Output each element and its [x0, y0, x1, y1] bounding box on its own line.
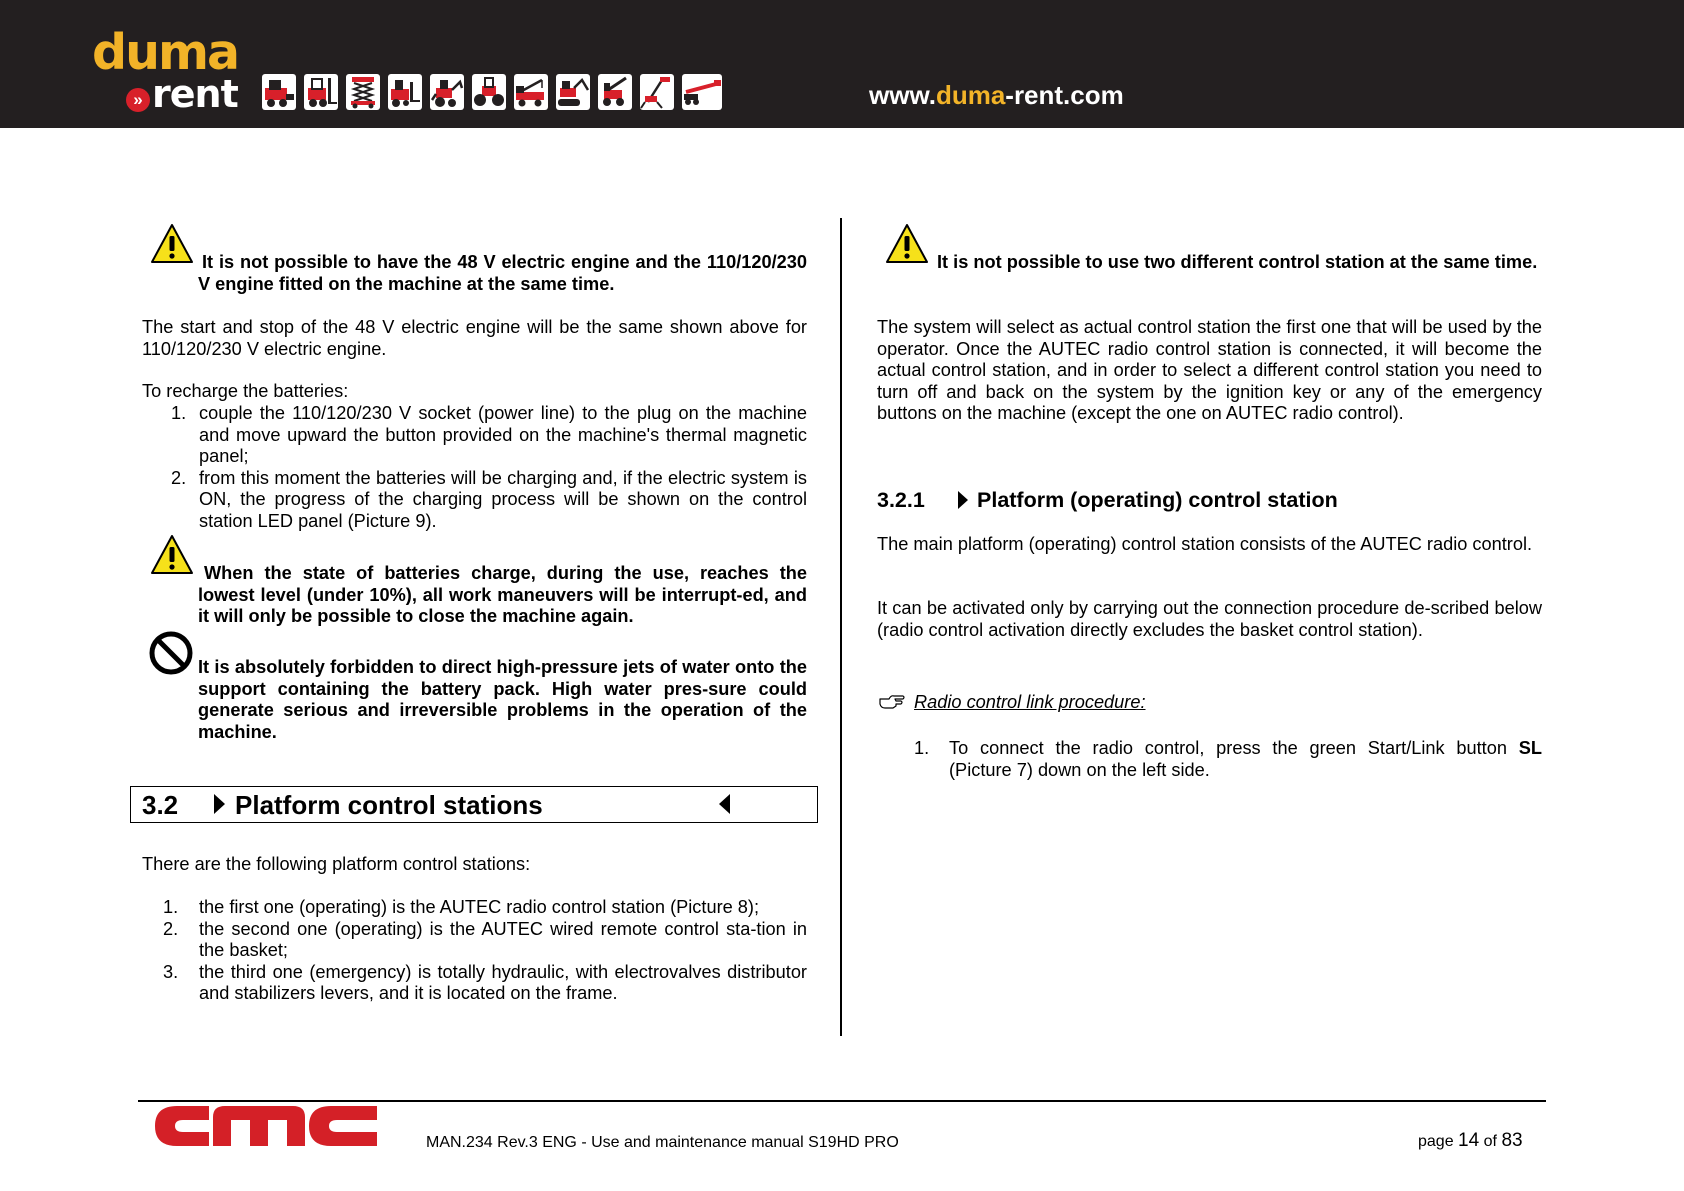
list-number: 1.	[914, 738, 930, 758]
cmc-logo	[151, 1103, 379, 1149]
list-number: 2.	[163, 918, 179, 939]
procedure-step-button-code: SL	[1518, 738, 1542, 758]
paragraph-start-stop: The start and stop of the 48 V electric engine will be the same shown above for 110/120/230 V electric engine.	[142, 317, 807, 359]
recharge-intro: To recharge the batteries:	[142, 381, 349, 401]
list-text: the third one (emergency) is totally hydraulic, with electrovalves distributor and stabilizers levers, and it is located on the frame.	[199, 961, 807, 1003]
list-text: the second one (operating) is the AUTEC wired remote control sta-tion in the basket;	[199, 918, 807, 960]
page-current: 14	[1458, 1130, 1480, 1151]
footer-rule	[138, 1100, 1546, 1102]
telehandler-icon	[598, 74, 632, 110]
excavator-icon	[556, 74, 590, 110]
footer-manual-title: MAN.234 Rev.3 ENG - Use and maintenance manual S19HD PRO	[426, 1134, 899, 1151]
website-accent: duma	[935, 80, 1006, 110]
list-item	[127, 962, 807, 1005]
triangle-left-icon	[719, 794, 730, 814]
section-number: 3.2	[142, 790, 179, 820]
logo-rent-text: rent	[152, 72, 238, 116]
logo-arrow-icon: »	[126, 88, 150, 112]
scissor-lift-icon	[346, 74, 380, 110]
warning-text-engine: It is not possible to have the 48 V electric engine and the 110/120/230 V engine fitted on the machine at the same time.	[198, 252, 807, 294]
prohibition-icon	[148, 630, 194, 676]
page-total: 83	[1501, 1130, 1523, 1151]
triangle-right-icon	[214, 794, 225, 814]
triangle-right-icon	[958, 491, 968, 509]
machine-icons-strip	[262, 74, 722, 112]
stations-intro: There are the following platform control stations:	[142, 854, 531, 874]
website-suffix: -rent.com	[1005, 80, 1124, 110]
list-text: the first one (operating) is the AUTEC radio control station (Picture 8);	[199, 897, 760, 917]
list-text: from this moment the batteries will be charging and, if the electric system is ON, the progress of the charging process will be shown on the control station LED panel (Picture 9).	[199, 467, 807, 531]
section-title: Platform control stations	[235, 790, 543, 820]
procedure-link[interactable]: Radio control link procedure:	[914, 692, 1146, 712]
procedure-step-text-end: (Picture 7) down on the left side.	[949, 759, 1210, 780]
roller-icon	[472, 74, 506, 110]
crane-truck-icon	[514, 74, 548, 110]
warning-text-battery: When the state of batteries charge, during the use, reaches the lowest level (under 10%), all work maneuvers will be interrupt-ed, and it will only be possible to close the machine again.	[198, 563, 807, 626]
boom-lift-icon	[682, 74, 722, 110]
logo-duma-text: duma	[92, 24, 239, 81]
list-text: couple the 110/120/230 V socket (power line) to the plug on the machine and move upward the button provided on the machine's thermal magnetic panel;	[199, 403, 807, 466]
stations-list	[127, 897, 807, 1005]
spider-lift-icon	[640, 74, 674, 110]
footer-page-number	[1418, 1131, 1523, 1152]
list-item	[127, 468, 807, 533]
list-number: 1.	[163, 897, 179, 917]
paragraph-activation: It can be activated only by carrying out the connection procedure de-scribed below (radio control activation directly excludes the basket control station).	[877, 598, 1542, 640]
paragraph-system-select: The system will select as actual control station the first one that will be used by the operator. Once the AUTEC radio control station is connected, it will become the actual control station, and in order to select a different control station you need to turn off and back on the system by the ignition key or any of the emergency buttons on the machine (except the one on AUTEC radio control).	[877, 317, 1542, 423]
list-item	[127, 919, 807, 962]
warning-icon	[885, 223, 929, 265]
website-prefix: www.	[869, 80, 936, 110]
section-heading-box	[130, 786, 818, 823]
subsection-title: Platform (operating) control station	[977, 488, 1338, 512]
subsection-number: 3.2.1	[877, 488, 925, 512]
paragraph-main-station: The main platform (operating) control station consists of the AUTEC radio control.	[877, 534, 1533, 554]
warning-text-control-station: It is not possible to use two different control station at the same time.	[937, 252, 1538, 272]
list-number: 2.	[171, 467, 187, 488]
procedure-step-text: To connect the radio control, press the green Start/Link button	[949, 738, 1507, 758]
list-item	[127, 897, 807, 919]
list-item	[127, 403, 807, 468]
warning-icon	[150, 534, 194, 576]
recharge-steps-list	[127, 403, 807, 532]
skid-steer-icon	[262, 74, 296, 110]
list-number: 1.	[171, 403, 187, 423]
warning-icon	[150, 223, 194, 265]
list-number: 3.	[163, 961, 179, 982]
website-url[interactable]	[869, 82, 1124, 108]
page-of: of	[1483, 1133, 1497, 1150]
backhoe-icon	[430, 74, 464, 110]
forklift-icon	[304, 74, 338, 110]
forbidden-text: It is absolutely forbidden to direct high-pressure jets of water onto the support containing the battery pack. High water pres-sure could generate serious and irreversible problems in the operation of the machine.	[198, 657, 807, 742]
header-bar	[0, 0, 1684, 128]
column-divider	[840, 218, 842, 1036]
page-label: page	[1418, 1133, 1454, 1150]
mini-forklift-icon	[388, 74, 422, 110]
procedure-step	[914, 738, 1542, 781]
pointing-hand-icon	[879, 692, 905, 710]
